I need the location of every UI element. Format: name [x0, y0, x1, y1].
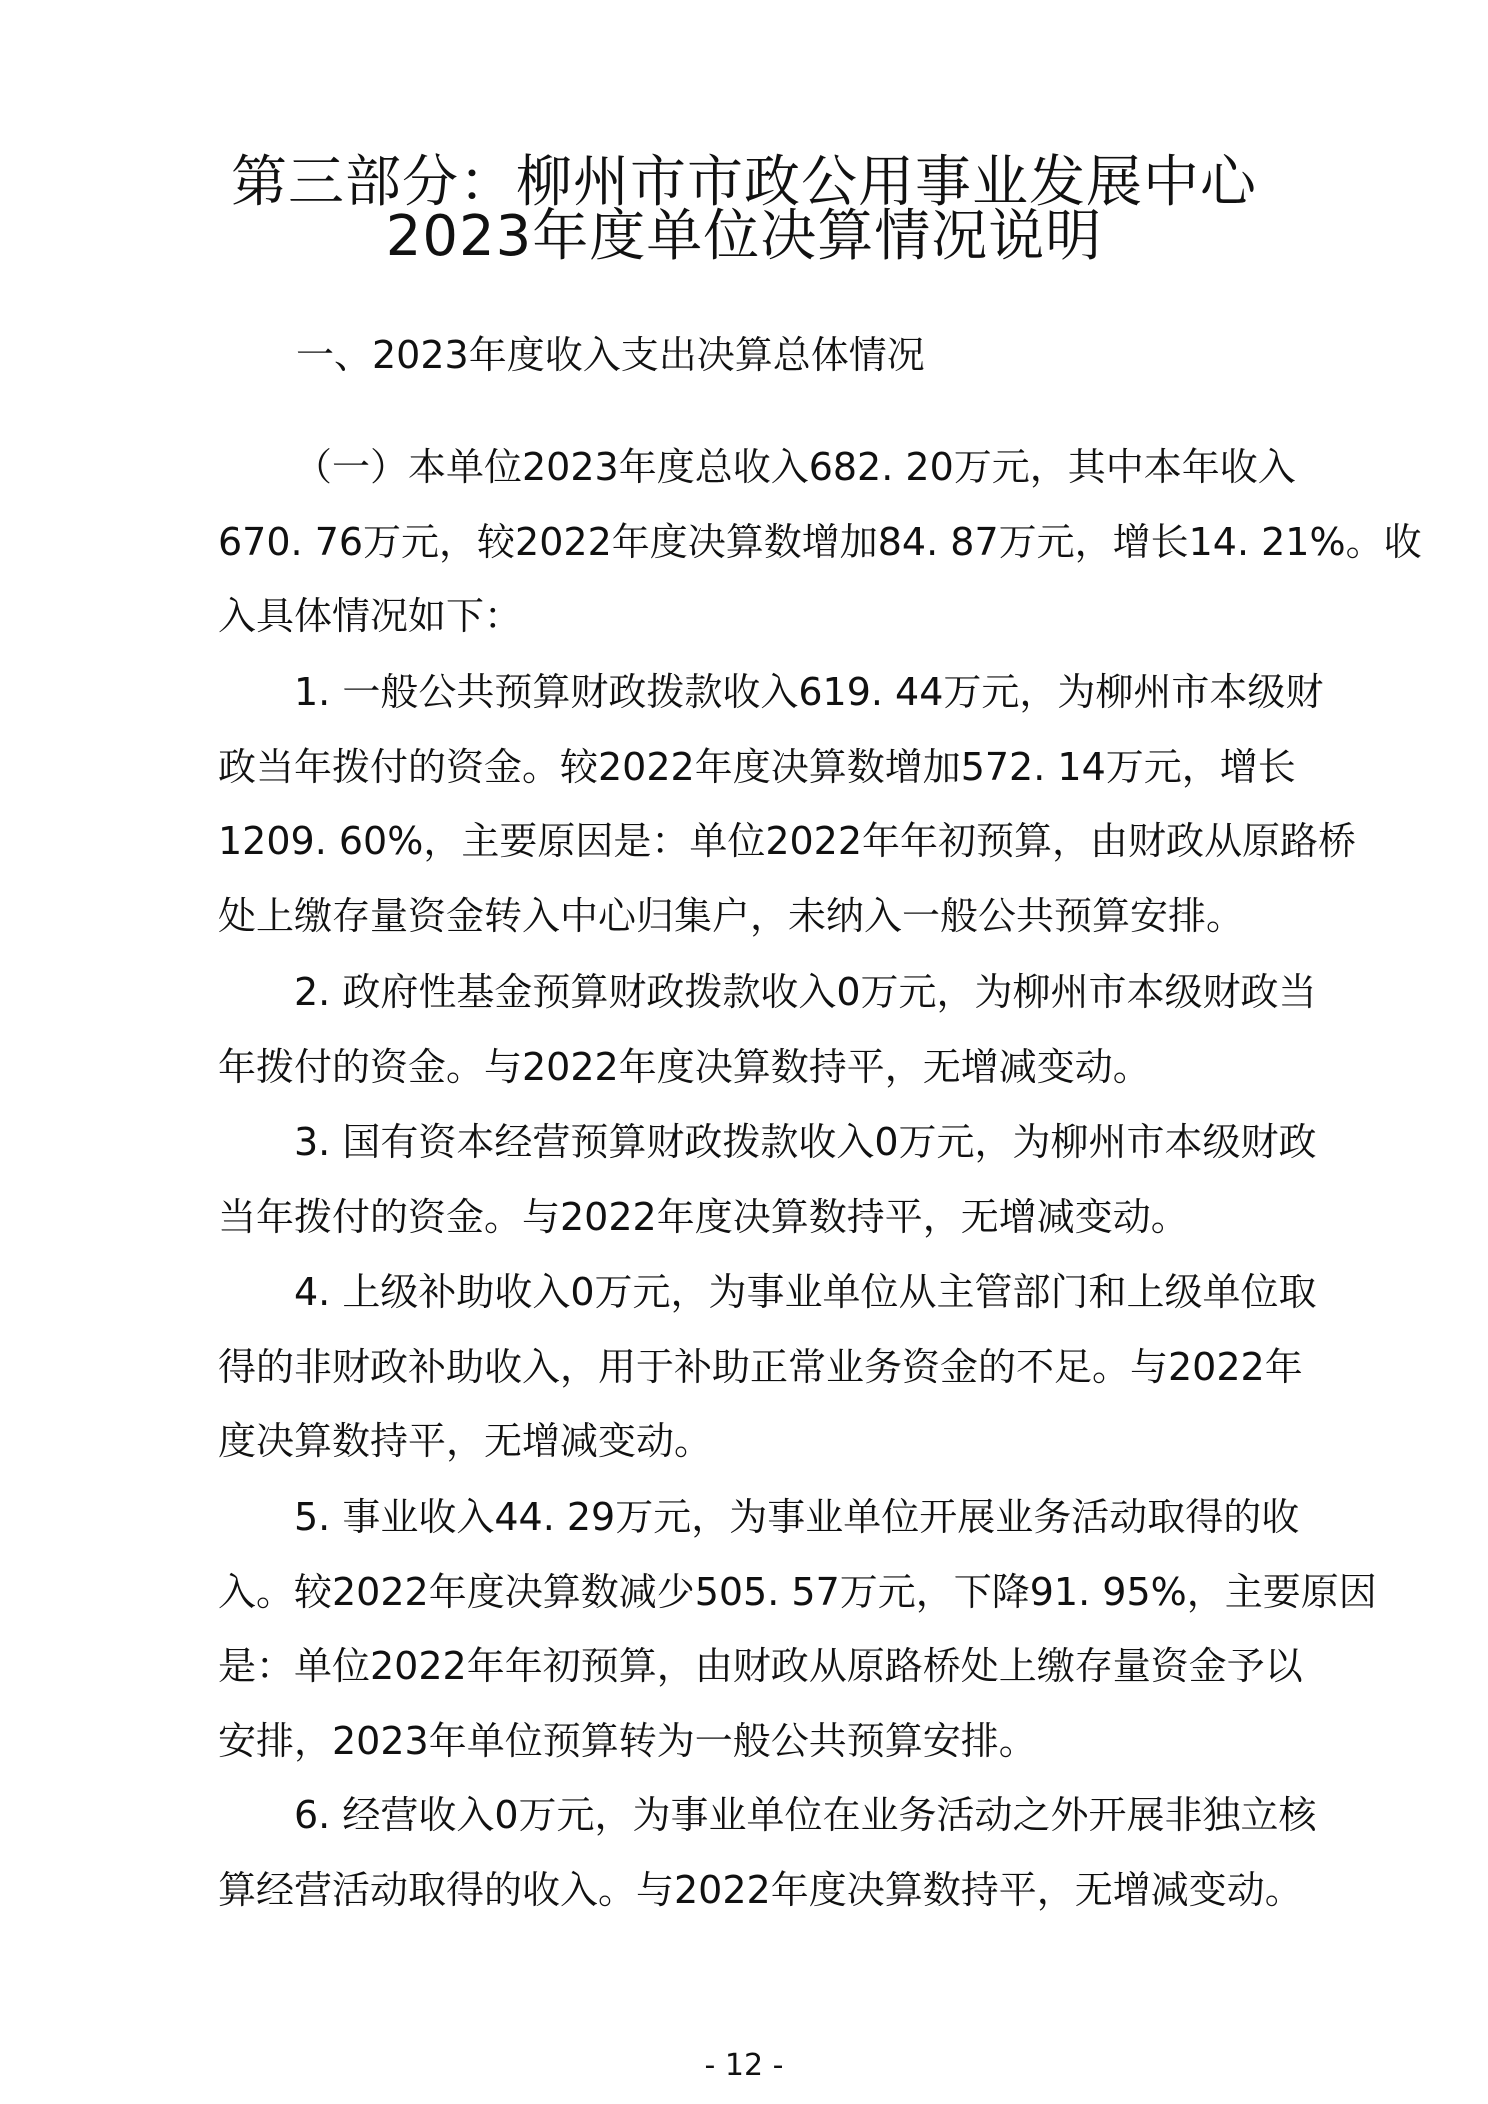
paragraph-line: （一）本单位2023年度总收入682. 20万元，其中本年收入 — [294, 445, 1296, 489]
paragraph-line: 当年拨付的资金。与2022年度决算数持平，无增减变动。 — [218, 1194, 1189, 1239]
paragraph-line: 度决算数持平，无增减变动。 — [218, 1419, 713, 1463]
paragraph-line: 安排，2023年单位预算转为一般公共预算安排。 — [218, 1718, 1037, 1763]
paragraph-line: 算经营活动取得的收入。与2022年度决算数持平，无增减变动。 — [218, 1867, 1303, 1912]
paragraph-line: 入具体情况如下： — [218, 594, 523, 638]
paragraph-line: 年拨付的资金。与2022年度决算数持平，无增减变动。 — [218, 1044, 1151, 1089]
paragraph-line: 3. 国有资本经营预算财政拨款收入0万元，为柳州市本级财政 — [294, 1120, 1317, 1164]
section-heading: 一、2023年度收入支出决算总体情况 — [296, 333, 925, 377]
page-number: - 12 - — [704, 2048, 784, 2083]
paragraph-item-2 — [218, 955, 1317, 1104]
paragraph-line: 4. 上级补助收入0万元，为事业单位从主管部门和上级单位取 — [294, 1270, 1317, 1314]
paragraph-item-3 — [218, 1105, 1317, 1254]
paragraph-line: 入。较2022年度决算数减少505. 57万元，下降91. 95%，主要原因 — [218, 1569, 1377, 1614]
paragraph-line: 6. 经营收入0万元，为事业单位在业务活动之外开展非独立核 — [294, 1793, 1317, 1837]
paragraph-intro — [218, 430, 1422, 654]
paragraph-item-6 — [218, 1778, 1317, 1927]
document-title-line-2: 2023年度单位决算情况说明 — [385, 204, 1103, 269]
paragraph-line: 政当年拨付的资金。较2022年度决算数增加572. 14万元，增长 — [218, 744, 1296, 789]
paragraph-item-1 — [218, 655, 1357, 953]
paragraph-line: 5. 事业收入44. 29万元，为事业单位开展业务活动取得的收 — [294, 1495, 1300, 1539]
paragraph-line: 得的非财政补助收入，用于补助正常业务资金的不足。与2022年 — [218, 1344, 1303, 1389]
document-title-line-1: 第三部分：柳州市市政公用事业发展中心 — [231, 150, 1257, 215]
paragraph-line: 2. 政府性基金预算财政拨款收入0万元，为柳州市本级财政当 — [294, 970, 1317, 1014]
paragraph-line: 670. 76万元，较2022年度决算数增加84. 87万元，增长14. 21%。收 — [218, 519, 1422, 564]
paragraph-line: 1209. 60%，主要原因是：单位2022年年初预算，由财政从原路桥 — [218, 819, 1357, 863]
paragraph-line: 处上缴存量资金转入中心归集户，未纳入一般公共预算安排。 — [218, 893, 1245, 938]
paragraph-line: 1. 一般公共预算财政拨款收入619. 44万元，为柳州市本级财 — [294, 670, 1324, 714]
paragraph-item-5 — [218, 1480, 1377, 1778]
paragraph-item-4 — [218, 1255, 1317, 1479]
paragraph-line: 是：单位2022年年初预算，由财政从原路桥处上缴存量资金予以 — [218, 1644, 1303, 1688]
